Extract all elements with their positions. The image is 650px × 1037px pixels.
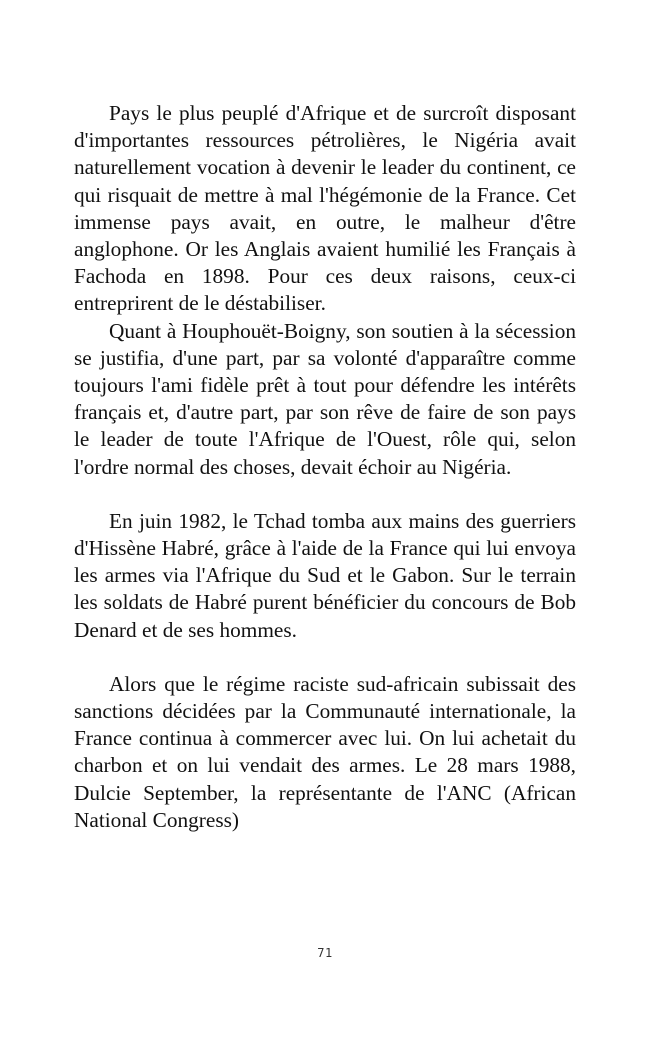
paragraph-afrique-du-sud: Alors que le régime raciste sud-africain subissait des sanctions décidées par la Communauté internationale, la France continua à commercer avec lui. On lui achetait du charbon et on lui vendait des armes. Le 28 mars 1988, Dulcie September, la représentante de l'ANC (African National Congress) <box>74 671 576 832</box>
paragraph-houphouet-boigny: Quant à Houphouët-Boigny, son soutien à la sécession se justifia, d'une part, par sa volonté d'apparaître comme toujours l'ami fidèle prêt à tout pour défendre les intérêts français et, d'autre part, par son rêve de faire de son pays le leader de toute l'Afrique de l'Ouest, rôle qui, selon l'ordre normal des choses, devait échoir au Nigéria. <box>74 318 576 479</box>
page-body <box>74 100 576 834</box>
paragraph-nigeria: Pays le plus peuplé d'Afrique et de surcroît disposant d'importantes ressources pétrolières, le Nigéria avait naturellement vocation à devenir le leader du continent, ce qui risquait de mettre à mal l'hégémonie de la France. Cet immense pays avait, en outre, le malheur d'être anglophone. Or les Anglais avaient humilié les Français à Fachoda en 1898. Pour ces deux raisons, ceux-ci entreprirent de le déstabiliser. <box>74 101 576 316</box>
page-number: 71 <box>317 946 333 960</box>
paragraph-tchad: En juin 1982, le Tchad tomba aux mains des guerriers d'Hissène Habré, grâce à l'aide de la France qui lui envoya les armes via l'Afrique du Sud et le Gabon. Sur le terrain les soldats de Habré purent bénéficier du concours de Bob Denard et de ses hommes. <box>74 508 576 642</box>
